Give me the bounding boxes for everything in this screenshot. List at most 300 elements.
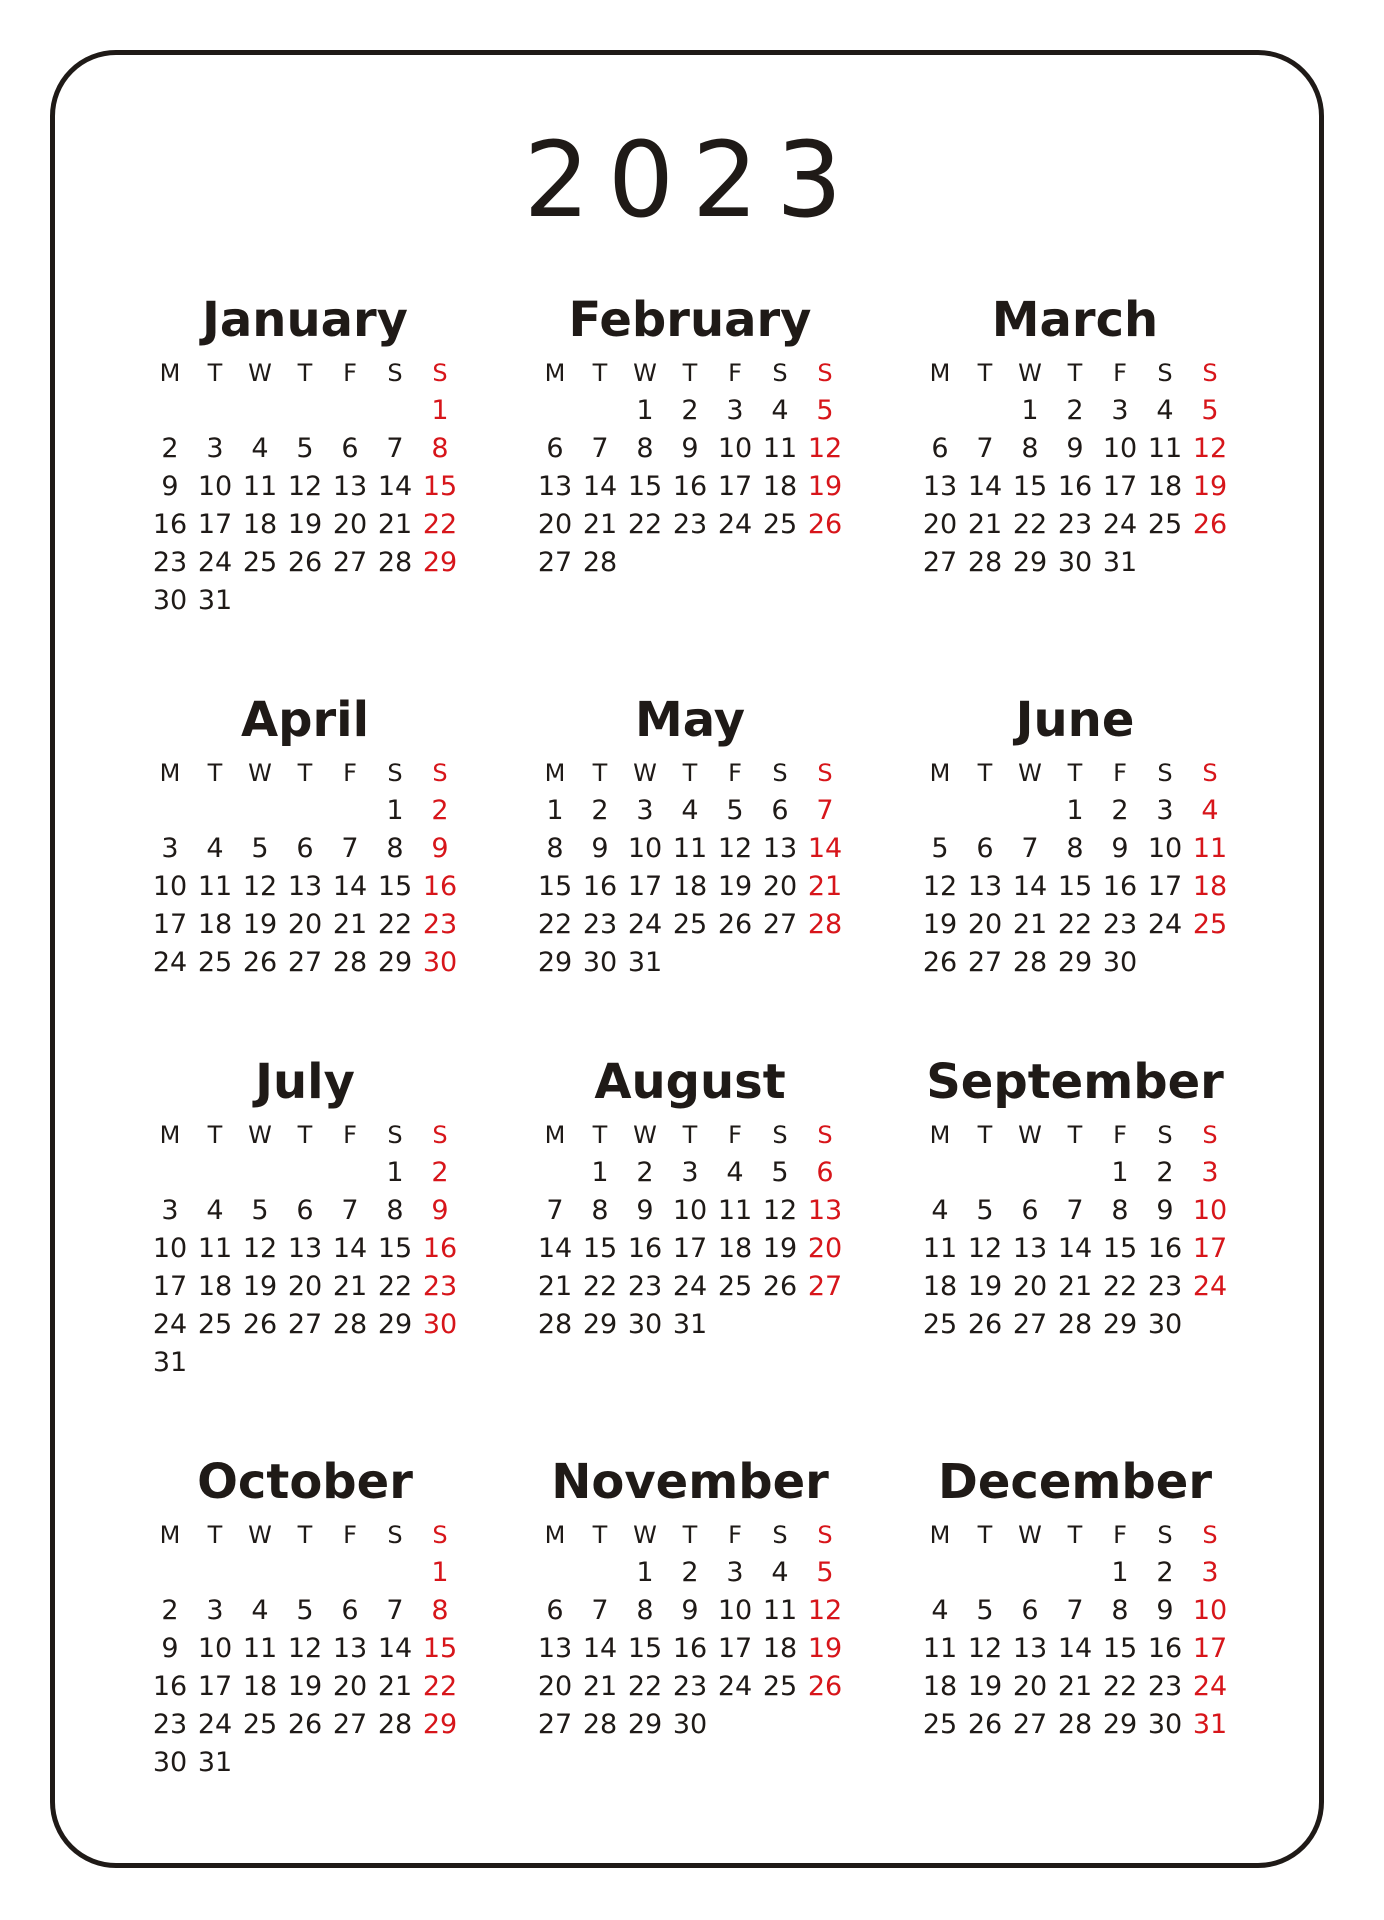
- weekday-header: T: [1067, 759, 1083, 787]
- day-cell: 17: [717, 1633, 753, 1664]
- day-cell: 11: [1147, 433, 1183, 464]
- day-cell: 21: [582, 1671, 618, 1702]
- empty-cell: [193, 1154, 238, 1192]
- weekday-header: T: [977, 359, 993, 387]
- day-cell: 26: [242, 947, 278, 978]
- weekday-header: M: [929, 759, 951, 787]
- day-cell: 5: [976, 1195, 994, 1226]
- month-title: April: [240, 692, 370, 748]
- weekday-header: T: [592, 359, 608, 387]
- day-cell: 28: [537, 1309, 573, 1340]
- day-cell: 14: [582, 1633, 618, 1664]
- weekday-header: M: [929, 359, 951, 387]
- day-cell: 28: [582, 547, 618, 578]
- day-cell: 5: [976, 1595, 994, 1626]
- day-cell: 12: [967, 1633, 1003, 1664]
- weekday-header: W: [1018, 359, 1042, 387]
- day-cell: 27: [1012, 1309, 1048, 1340]
- weekday-header: F: [728, 1521, 742, 1549]
- day-cell: 11: [197, 1233, 233, 1264]
- day-cell: 20: [1012, 1671, 1048, 1702]
- day-cell: 13: [332, 1633, 368, 1664]
- day-cell: 2: [1111, 795, 1129, 826]
- day-cell: 31: [1102, 547, 1138, 578]
- empty-cell: [148, 1154, 193, 1192]
- day-cell-sunday: 11: [1192, 833, 1228, 864]
- weekday-header: T: [1067, 1521, 1083, 1549]
- month-title: October: [197, 1454, 413, 1510]
- day-cell: 2: [1156, 1157, 1174, 1188]
- day-cell: 27: [332, 1709, 368, 1740]
- day-cell: 18: [717, 1233, 753, 1264]
- day-cell: 22: [1102, 1271, 1138, 1302]
- weekday-header: W: [248, 359, 272, 387]
- day-cell: 1: [1066, 795, 1084, 826]
- day-cell: 3: [161, 1195, 179, 1226]
- day-cell: 24: [152, 947, 188, 978]
- day-cell: 30: [672, 1709, 708, 1740]
- day-cell: 18: [762, 1633, 798, 1664]
- empty-cell: [193, 1554, 238, 1592]
- day-cell: 22: [627, 1671, 663, 1702]
- weekday-header: T: [592, 1121, 608, 1149]
- day-cell: 15: [377, 871, 413, 902]
- day-cell: 30: [152, 1747, 188, 1778]
- day-cell-sunday: 19: [807, 471, 843, 502]
- weekday-header: S: [387, 759, 403, 787]
- day-cell: 21: [1012, 909, 1048, 940]
- day-cell-sunday: 6: [816, 1157, 834, 1188]
- empty-cell: [193, 792, 238, 830]
- day-cell-sunday: 16: [422, 871, 458, 902]
- day-cell: 23: [1102, 909, 1138, 940]
- empty-cell: [1053, 1554, 1098, 1592]
- weekday-header: T: [207, 1521, 223, 1549]
- day-cell: 31: [627, 947, 663, 978]
- weekday-header: S: [1157, 1521, 1173, 1549]
- day-cell: 8: [636, 1595, 654, 1626]
- day-cell: 28: [377, 1709, 413, 1740]
- weekday-header: W: [248, 1121, 272, 1149]
- day-cell-sunday: 17: [1192, 1633, 1228, 1664]
- day-cell: 24: [1147, 909, 1183, 940]
- empty-cell: [148, 1554, 193, 1592]
- day-cell-sunday: 30: [422, 947, 458, 978]
- day-cell: 2: [1066, 395, 1084, 426]
- day-cell: 2: [161, 433, 179, 464]
- day-cell: 21: [377, 1671, 413, 1702]
- day-cell: 4: [1156, 395, 1174, 426]
- day-cell: 4: [206, 1195, 224, 1226]
- day-cell: 29: [1012, 547, 1048, 578]
- weekday-header: M: [929, 1121, 951, 1149]
- month-january: [150, 290, 460, 620]
- day-cell: 11: [242, 471, 278, 502]
- day-cell: 28: [1057, 1309, 1093, 1340]
- day-cell-sunday: 23: [422, 1271, 458, 1302]
- empty-cell: [578, 1554, 623, 1592]
- empty-cell: [918, 1554, 963, 1592]
- day-cell: 23: [627, 1271, 663, 1302]
- weekday-header: S: [817, 1521, 833, 1549]
- day-cell: 16: [152, 509, 188, 540]
- day-cell: 8: [1111, 1595, 1129, 1626]
- day-cell: 19: [922, 909, 958, 940]
- empty-cell: [193, 392, 238, 430]
- day-cell: 25: [242, 1709, 278, 1740]
- empty-cell: [283, 792, 328, 830]
- weekday-header: F: [1113, 359, 1127, 387]
- day-cell: 9: [1066, 433, 1084, 464]
- day-cell: 20: [922, 509, 958, 540]
- day-cell: 22: [582, 1271, 618, 1302]
- day-cell: 22: [1102, 1671, 1138, 1702]
- day-cell: 30: [1147, 1309, 1183, 1340]
- weekday-header: F: [343, 359, 357, 387]
- day-cell: 17: [1102, 471, 1138, 502]
- weekday-header: T: [1067, 1121, 1083, 1149]
- day-cell: 19: [967, 1271, 1003, 1302]
- day-cell-sunday: 1: [431, 395, 449, 426]
- day-cell: 26: [922, 947, 958, 978]
- day-cell: 1: [1111, 1557, 1129, 1588]
- weekday-header: W: [248, 759, 272, 787]
- month-title: May: [635, 692, 745, 748]
- day-cell: 13: [537, 1633, 573, 1664]
- day-cell-sunday: 25: [1192, 909, 1228, 940]
- day-cell: 20: [287, 909, 323, 940]
- day-cell: 5: [296, 433, 314, 464]
- month-title: July: [255, 1054, 355, 1110]
- day-cell: 13: [287, 871, 323, 902]
- day-cell: 1: [546, 795, 564, 826]
- day-cell: 16: [1147, 1633, 1183, 1664]
- day-cell: 3: [161, 833, 179, 864]
- month-title: November: [551, 1454, 829, 1510]
- weekday-header: T: [592, 1521, 608, 1549]
- day-cell: 13: [537, 471, 573, 502]
- day-cell: 10: [152, 1233, 188, 1264]
- day-cell-sunday: 15: [422, 471, 458, 502]
- day-cell: 8: [386, 833, 404, 864]
- day-cell: 14: [582, 471, 618, 502]
- day-cell-sunday: 8: [431, 433, 449, 464]
- day-cell: 10: [1147, 833, 1183, 864]
- day-cell: 9: [681, 1595, 699, 1626]
- weekday-header: M: [544, 1521, 566, 1549]
- day-cell: 22: [377, 1271, 413, 1302]
- day-cell: 13: [762, 833, 798, 864]
- day-cell: 6: [296, 833, 314, 864]
- month-grid: [535, 754, 845, 982]
- day-cell: 21: [377, 509, 413, 540]
- empty-cell: [328, 792, 373, 830]
- day-cell: 20: [537, 1671, 573, 1702]
- day-cell-sunday: 18: [1192, 871, 1228, 902]
- day-cell: 1: [1111, 1157, 1129, 1188]
- day-cell-sunday: 24: [1192, 1671, 1228, 1702]
- day-cell: 6: [931, 433, 949, 464]
- empty-cell: [1008, 1154, 1053, 1192]
- month-april: [150, 690, 460, 982]
- day-cell: 6: [296, 1195, 314, 1226]
- day-cell: 11: [762, 1595, 798, 1626]
- day-cell: 5: [931, 833, 949, 864]
- day-cell: 28: [1057, 1709, 1093, 1740]
- day-cell-sunday: 9: [431, 1195, 449, 1226]
- weekday-header: F: [343, 1121, 357, 1149]
- day-cell: 10: [627, 833, 663, 864]
- day-cell: 27: [967, 947, 1003, 978]
- day-cell: 2: [591, 795, 609, 826]
- empty-cell: [283, 1554, 328, 1592]
- weekday-header: T: [682, 1521, 698, 1549]
- weekday-header: T: [977, 1121, 993, 1149]
- day-cell: 28: [332, 1309, 368, 1340]
- day-cell: 27: [922, 547, 958, 578]
- empty-cell: [963, 392, 1008, 430]
- day-cell: 10: [152, 871, 188, 902]
- day-cell: 19: [717, 871, 753, 902]
- empty-cell: [578, 392, 623, 430]
- day-cell: 26: [242, 1309, 278, 1340]
- day-cell-sunday: 13: [807, 1195, 843, 1226]
- day-cell: 7: [386, 1595, 404, 1626]
- empty-cell: [238, 1554, 283, 1592]
- day-cell-sunday: 16: [422, 1233, 458, 1264]
- day-cell: 9: [1156, 1595, 1174, 1626]
- empty-cell: [918, 1154, 963, 1192]
- weekday-header: T: [297, 1521, 313, 1549]
- empty-cell: [533, 392, 578, 430]
- weekday-header: F: [343, 1521, 357, 1549]
- day-cell: 6: [771, 795, 789, 826]
- weekday-header: T: [207, 359, 223, 387]
- day-cell: 7: [1021, 833, 1039, 864]
- weekday-header: S: [772, 1121, 788, 1149]
- month-grid: [535, 1116, 845, 1344]
- day-cell-sunday: 26: [807, 509, 843, 540]
- day-cell: 20: [1012, 1271, 1048, 1302]
- day-cell: 26: [287, 1709, 323, 1740]
- day-cell: 4: [726, 1157, 744, 1188]
- day-cell: 24: [672, 1271, 708, 1302]
- month-grid: [920, 1116, 1230, 1344]
- day-cell: 9: [161, 1633, 179, 1664]
- day-cell: 14: [537, 1233, 573, 1264]
- day-cell-sunday: 5: [816, 395, 834, 426]
- day-cell: 19: [242, 1271, 278, 1302]
- weekday-header: F: [728, 1121, 742, 1149]
- day-cell: 22: [627, 509, 663, 540]
- day-cell: 18: [922, 1671, 958, 1702]
- day-cell: 28: [1012, 947, 1048, 978]
- weekday-header: T: [297, 759, 313, 787]
- day-cell: 15: [1012, 471, 1048, 502]
- day-cell-sunday: 10: [1192, 1595, 1228, 1626]
- day-cell: 7: [386, 433, 404, 464]
- weekday-header: W: [633, 759, 657, 787]
- day-cell: 23: [672, 1671, 708, 1702]
- weekday-header: S: [1157, 759, 1173, 787]
- day-cell: 15: [627, 471, 663, 502]
- day-cell: 11: [672, 833, 708, 864]
- day-cell-sunday: 12: [1192, 433, 1228, 464]
- month-title: January: [202, 292, 408, 348]
- day-cell: 2: [681, 395, 699, 426]
- day-cell-sunday: 26: [807, 1671, 843, 1702]
- day-cell-sunday: 17: [1192, 1233, 1228, 1264]
- empty-cell: [1008, 1554, 1053, 1592]
- day-cell: 31: [152, 1347, 188, 1378]
- day-cell: 4: [931, 1595, 949, 1626]
- empty-cell: [533, 1554, 578, 1592]
- day-cell: 17: [717, 471, 753, 502]
- empty-cell: [238, 792, 283, 830]
- day-cell: 29: [1102, 1709, 1138, 1740]
- weekday-header: T: [682, 1121, 698, 1149]
- day-cell: 7: [1066, 1595, 1084, 1626]
- day-cell: 12: [922, 871, 958, 902]
- weekday-header: M: [159, 759, 181, 787]
- day-cell: 30: [627, 1309, 663, 1340]
- day-cell: 11: [242, 1633, 278, 1664]
- empty-cell: [283, 1154, 328, 1192]
- day-cell: 18: [197, 1271, 233, 1302]
- weekday-header: T: [682, 759, 698, 787]
- empty-cell: [373, 392, 418, 430]
- weekday-header: W: [1018, 759, 1042, 787]
- weekday-header: S: [387, 1121, 403, 1149]
- day-cell: 1: [1021, 395, 1039, 426]
- day-cell: 20: [332, 509, 368, 540]
- day-cell: 25: [197, 947, 233, 978]
- day-cell: 21: [582, 509, 618, 540]
- month-june: [920, 690, 1230, 982]
- day-cell-sunday: 14: [807, 833, 843, 864]
- day-cell: 29: [1102, 1309, 1138, 1340]
- day-cell: 12: [967, 1233, 1003, 1264]
- day-cell: 7: [546, 1195, 564, 1226]
- day-cell: 20: [762, 871, 798, 902]
- day-cell: 11: [717, 1195, 753, 1226]
- day-cell: 1: [636, 1557, 654, 1588]
- weekday-header: S: [817, 359, 833, 387]
- year-title: 2023: [523, 119, 861, 241]
- day-cell: 7: [341, 1195, 359, 1226]
- weekday-header: M: [159, 1121, 181, 1149]
- weekday-header: F: [343, 759, 357, 787]
- weekday-header: F: [1113, 1521, 1127, 1549]
- day-cell: 3: [636, 795, 654, 826]
- day-cell: 10: [1102, 433, 1138, 464]
- day-cell: 1: [591, 1157, 609, 1188]
- empty-cell: [963, 1154, 1008, 1192]
- day-cell: 25: [672, 909, 708, 940]
- day-cell: 14: [1057, 1233, 1093, 1264]
- weekday-header: M: [159, 359, 181, 387]
- empty-cell: [148, 392, 193, 430]
- weekday-header: W: [633, 1521, 657, 1549]
- day-cell: 25: [242, 547, 278, 578]
- day-cell: 20: [287, 1271, 323, 1302]
- day-cell: 14: [332, 871, 368, 902]
- day-cell-sunday: 21: [807, 871, 843, 902]
- day-cell: 23: [582, 909, 618, 940]
- month-october: [150, 1452, 460, 1782]
- weekday-header: S: [387, 1521, 403, 1549]
- month-december: [920, 1452, 1230, 1744]
- empty-cell: [533, 1154, 578, 1192]
- day-cell: 27: [1012, 1709, 1048, 1740]
- weekday-header: S: [1202, 759, 1218, 787]
- day-cell: 17: [152, 1271, 188, 1302]
- day-cell: 3: [1111, 395, 1129, 426]
- day-cell: 6: [341, 433, 359, 464]
- day-cell: 15: [537, 871, 573, 902]
- weekday-header: S: [817, 1121, 833, 1149]
- day-cell: 4: [251, 433, 269, 464]
- day-cell: 1: [636, 395, 654, 426]
- weekday-header: S: [817, 759, 833, 787]
- day-cell: 12: [242, 871, 278, 902]
- day-cell: 9: [591, 833, 609, 864]
- day-cell: 19: [762, 1233, 798, 1264]
- weekday-header: T: [207, 1121, 223, 1149]
- empty-cell: [328, 392, 373, 430]
- day-cell: 31: [197, 1747, 233, 1778]
- day-cell: 5: [771, 1157, 789, 1188]
- day-cell: 11: [922, 1233, 958, 1264]
- day-cell: 12: [717, 833, 753, 864]
- day-cell: 12: [242, 1233, 278, 1264]
- day-cell-sunday: 8: [431, 1595, 449, 1626]
- day-cell: 21: [332, 909, 368, 940]
- day-cell: 7: [591, 1595, 609, 1626]
- day-cell: 6: [546, 433, 564, 464]
- day-cell: 31: [672, 1309, 708, 1340]
- day-cell: 25: [762, 1671, 798, 1702]
- day-cell-sunday: 3: [1201, 1557, 1219, 1588]
- day-cell: 29: [627, 1709, 663, 1740]
- day-cell: 26: [762, 1271, 798, 1302]
- day-cell: 15: [1102, 1233, 1138, 1264]
- day-cell: 17: [197, 509, 233, 540]
- day-cell: 16: [1102, 871, 1138, 902]
- day-cell: 18: [242, 1671, 278, 1702]
- empty-cell: [238, 1154, 283, 1192]
- day-cell-sunday: 30: [422, 1309, 458, 1340]
- day-cell: 19: [287, 1671, 323, 1702]
- day-cell: 8: [1021, 433, 1039, 464]
- month-november: [535, 1452, 845, 1744]
- day-cell: 1: [386, 1157, 404, 1188]
- day-cell: 30: [1147, 1709, 1183, 1740]
- day-cell: 7: [341, 833, 359, 864]
- day-cell: 3: [206, 1595, 224, 1626]
- day-cell: 23: [152, 547, 188, 578]
- day-cell: 4: [681, 795, 699, 826]
- day-cell: 27: [537, 547, 573, 578]
- weekday-header: S: [432, 1121, 448, 1149]
- day-cell: 27: [287, 1309, 323, 1340]
- day-cell: 20: [332, 1671, 368, 1702]
- day-cell: 9: [161, 471, 179, 502]
- day-cell: 21: [1057, 1271, 1093, 1302]
- day-cell: 29: [582, 1309, 618, 1340]
- day-cell: 24: [197, 1709, 233, 1740]
- day-cell-sunday: 24: [1192, 1271, 1228, 1302]
